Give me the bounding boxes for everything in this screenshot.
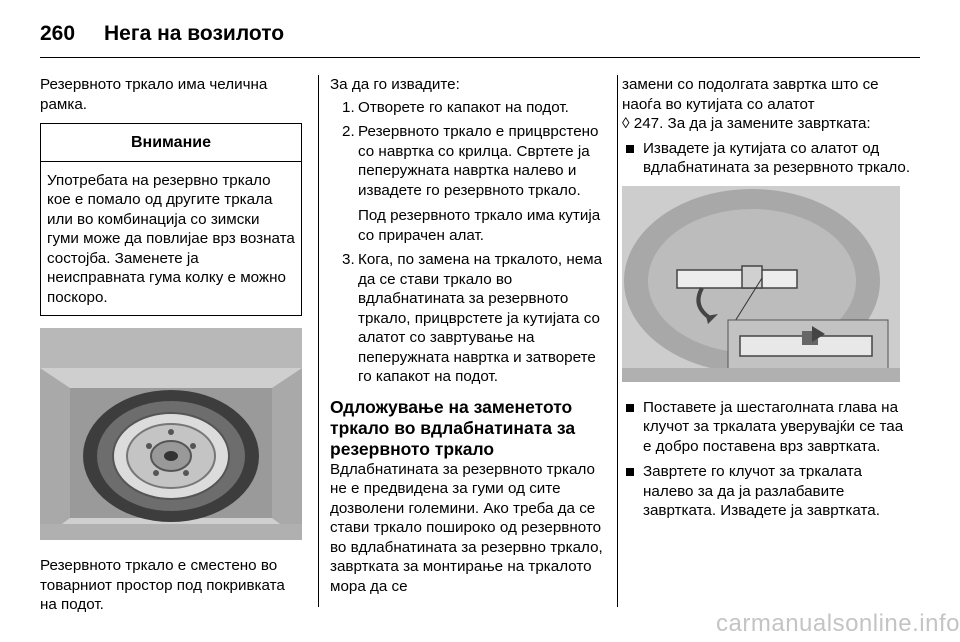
step-number: 1. <box>342 98 355 116</box>
page-reference-icon: ◊ <box>622 115 630 132</box>
column-divider <box>318 75 319 607</box>
page-number: 260 <box>40 22 76 45</box>
continued-text: замени со подолгата завртка што се наоѓа во кутијата со алатот ◊ 247. За да ја замените завртката: <box>622 76 879 132</box>
step-number: 3. <box>342 251 355 268</box>
bullet-icon <box>626 145 634 153</box>
warning-text: Употребата на резервно тркало кое е помало од другите тркала или во комбинација со зимски гуми може да повлијае врз возната состојба. Заменете ја неисправната гума колку е можно поскоро. <box>47 171 295 306</box>
column-left <box>40 75 302 615</box>
bullet-icon <box>626 468 634 476</box>
warning-title: Внимание <box>41 124 301 162</box>
steps-lead: За да го извадите: <box>330 76 460 93</box>
header-rule <box>40 57 920 58</box>
column-middle <box>330 75 605 596</box>
tool-box-image <box>622 186 900 382</box>
bullet-item: Извадете ја кутијата со алатот од вдлабнатината за резервното тркало. <box>622 139 912 178</box>
image-caption: Резервното тркало е сместено во товарниот простор под покривката на подот. <box>40 557 285 613</box>
intro-text: Резервното тркало има челична рамка. <box>40 76 268 113</box>
step-item <box>330 98 605 118</box>
bullet-icon <box>626 404 634 412</box>
column-divider <box>617 75 618 607</box>
step-text: Кога, по замена на тркалото, нема да се стави тркало во вдлабнатината за резервното тркало, прицврстете ја кутијата со алатот со завртување на пеперужната навртка и затворете го капакот на подот. <box>358 251 603 385</box>
steps-list <box>330 98 605 387</box>
section-heading: Одложување на заменетото тркало во вдлабнатината за резервното тркало <box>330 396 576 459</box>
tool-box-illustration <box>622 186 900 382</box>
warning-box <box>40 123 302 316</box>
page-header <box>40 22 284 46</box>
bullet-list <box>622 139 912 178</box>
watermark: carmanualsonline.info <box>716 610 960 637</box>
bullet-item: Поставете ја шестаголната глава на клучот за тркалата уверувајќи се таа е добро поставена врз завртката. <box>622 398 912 457</box>
section-body: Вдлабнатината за резервното тркало не е предвидена за гуми од сите дозволени големини. Ако треба да се стави тркало пошироко од резервното во вдлабнатината за резервно тркало, завртката за монтирање на тркалото мора да се <box>330 460 603 595</box>
page-title: Нега на возилото <box>104 22 285 45</box>
column-right <box>622 75 912 527</box>
step-item <box>330 250 605 387</box>
step-number: 2. <box>342 123 355 140</box>
step-text: Отворете го капакот на подот. <box>358 98 569 116</box>
bullet-item: Завртете го клучот за тркалата налево за да ја разлабавите завртката. Извадете ја завртката. <box>622 462 912 521</box>
spare-wheel-illustration <box>40 328 302 540</box>
step-item <box>330 122 605 245</box>
step-note: Под резервното тркало има кутија со прирачен алат. <box>358 207 601 244</box>
page-reference-text: 247. За да ја замените завртката: <box>633 115 871 132</box>
bullet-list <box>622 398 912 521</box>
step-text: Резервното тркало е прицврстено со навртка со крилца. Свртете ја пеперужната навртка налево и извадете го резервното тркало. <box>358 123 599 199</box>
spare-wheel-image <box>40 328 302 540</box>
